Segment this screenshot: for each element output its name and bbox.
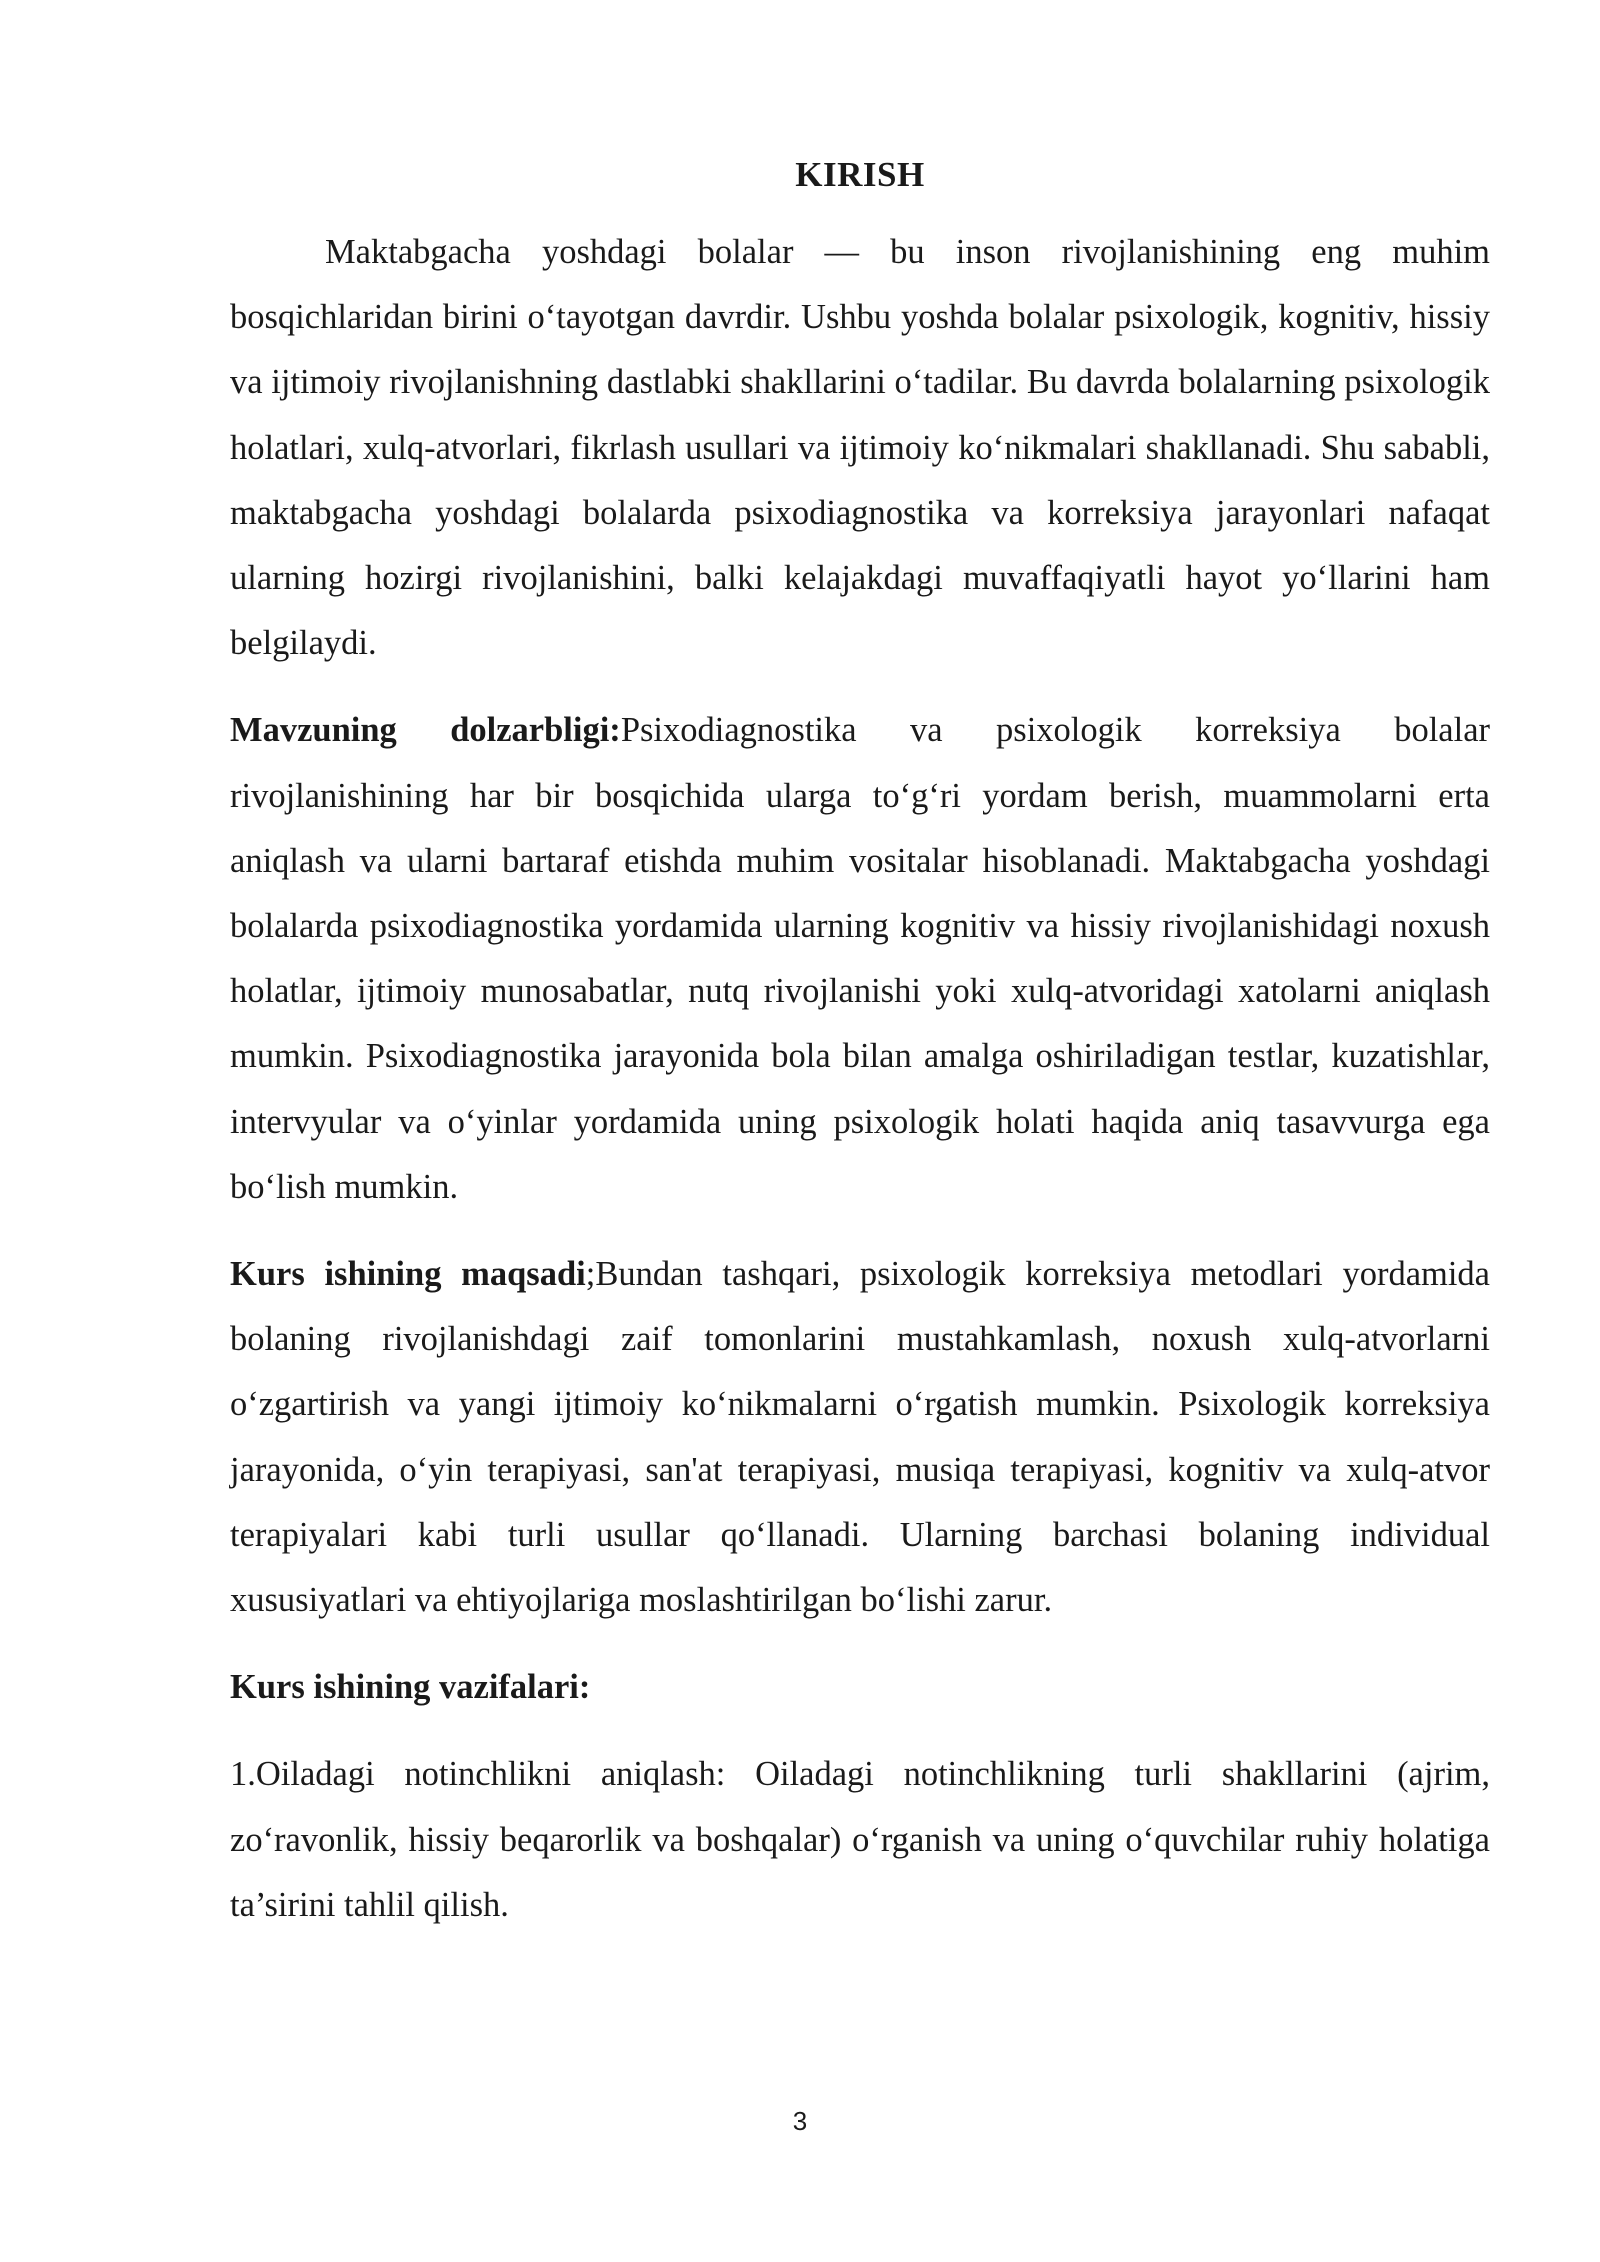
relevance-paragraph — [230, 698, 1490, 1220]
goal-paragraph — [230, 1242, 1490, 1633]
relevance-label: Mavzuning dolzarbligi: — [230, 711, 621, 750]
goal-text: ;Bundan tashqari, psixologik korreksiya metodlari yordamida bolaning rivojlanishdagi zaif tomonlarini mustahkamlash, noxush xulq-atvorlarni o‘zgartirish va yangi ijtimoiy ko‘nikmalarni o‘rgatish mumkin. Psixologik korreksiya jarayonida, o‘yin terapiyasi, san'at terapiyasi, musiqa terapiyasi, kognitiv va xulq-atvor terapiyalari kabi turli usullar qo‘llanadi. Ularning barchasi bolaning individual xususiyatlari va ehtiyojlariga moslashtirilgan bo‘lishi zarur. — [230, 1255, 1490, 1620]
page-title: KIRISH — [795, 155, 925, 194]
page-number: 3 — [792, 2106, 808, 2136]
goal-label: Kurs ishining maqsadi — [230, 1255, 586, 1294]
tasks-heading: Kurs ishining vazifalari: — [230, 1668, 591, 1707]
task-item-1: 1.Oiladagi notinchlikni aniqlash: Oiladagi notinchlikning turli shakllarini (ajrim, zo‘ravonlik, hissiy beqarorlik va boshqalar) o‘rganish va uning o‘quvchilar ruhiy holatiga ta’sirini tahlil qilish. — [230, 1755, 1490, 1924]
relevance-text: Psixodiagnostika va psixologik korreksiya bolalar rivojlanishining har bir bosqichida ularga to‘g‘ri yordam berish, muammolarni erta aniqlash va ularni bartaraf etishda muhim vositalar hisoblanadi. Maktabgacha yoshdagi bolalarda psixodiagnostika yordamida ularning kognitiv va hissiy rivojlanishidagi noxush holatlar, ijtimoiy munosabatlar, nutq rivojlanishi yoki xulq-atvoridagi xatolarni aniqlash mumkin. Psixodiagnostika jarayonida bola bilan amalga oshiriladigan testlar, kuzatishlar, intervyular va o‘yinlar yordamida uning psixologik holati haqida aniq tasavvurga ega bo‘lish mumkin. — [230, 711, 1490, 1206]
intro-paragraph: Maktabgacha yoshdagi bolalar — bu inson rivojlanishining eng muhim bosqichlaridan birini o‘tayotgan davrdir. Ushbu yoshda bolalar psixologik, kognitiv, hissiy va ijtimoiy rivojlanishning dastlabki shakllarini o‘tadilar. Bu davrda bolalarning psixologik holatlari, xulq-atvorlari, fikrlash usullari va ijtimoiy ko‘nikmalari shakllanadi. Shu sababli, maktabgacha yoshdagi bolalarda psixodiagnostika va korreksiya jarayonlari nafaqat ularning hozirgi rivojlanishini, balki kelajakdagi muvaffaqiyatli hayot yo‘llarini ham belgilaydi. — [230, 233, 1490, 663]
document-page — [230, 150, 1490, 1960]
